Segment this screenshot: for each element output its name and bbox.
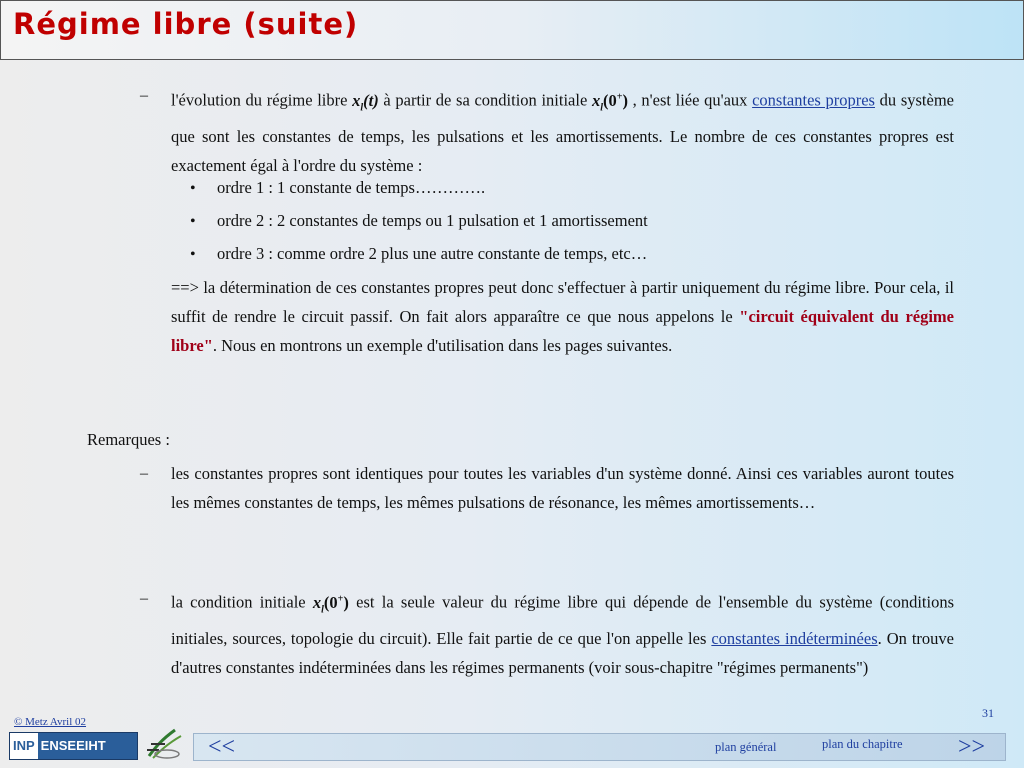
paragraph-constantes-propres xyxy=(171,82,954,180)
page-title: Régime libre (suite) xyxy=(13,7,359,41)
text: la condition initiale xyxy=(171,592,313,612)
text: ==> la détermination de ces constantes propres peut donc s'effectuer à partir uniquement du régime libre. Pour cela, il suffit de rendre le circuit passif. On fait alors apparaître ce que nous appelons le xyxy=(171,278,954,326)
link-constantes-propres[interactable]: constantes propres xyxy=(752,90,875,110)
next-page-button[interactable]: >> xyxy=(958,734,986,760)
logo-inp-text: INP xyxy=(10,733,38,759)
emphasis-circuit-equivalent: "circuit équivalent du régime libre" xyxy=(171,307,954,355)
text: . Nous en montrons un exemple d'utilisation dans les pages suivantes. xyxy=(212,336,673,355)
var-x: x xyxy=(352,90,361,110)
bullet-ordre-2: ordre 2 : 2 constantes de temps ou 1 pulsation et 1 amortissement xyxy=(217,211,648,230)
previous-page-button[interactable]: << xyxy=(208,734,236,760)
var-sup: + xyxy=(337,593,344,604)
paragraph-circuit-equivalent xyxy=(171,273,954,360)
var-sub: l xyxy=(600,101,603,113)
var-sub: l xyxy=(321,603,324,615)
var-close: ) xyxy=(622,90,628,110)
text: , n'est liée qu'aux xyxy=(627,90,753,110)
navigation-bar xyxy=(193,733,1006,761)
bullet-marker: • xyxy=(190,180,196,197)
text: . On trouve d'autres constantes indéterminées dans les régimes permanents (voir sous-chapitre "régimes permanents") xyxy=(171,628,954,677)
text: est la seule valeur du régime libre qui dépende de l'ensemble du système (conditions initiales, sources, topologie du circuit). Elle fait partie de ce que l'on appelle les xyxy=(171,592,954,648)
var-x: x xyxy=(591,90,601,110)
var-sub: l xyxy=(360,101,364,113)
bullet-ordre-1: ordre 1 : 1 constante de temps…………. xyxy=(217,178,486,197)
logo-enseeiht-text: ENSEEIHT xyxy=(40,738,106,753)
bullet-marker: • xyxy=(190,246,196,263)
author-link[interactable]: © Metz Avril 02 xyxy=(14,716,87,728)
page-number: 31 xyxy=(982,706,994,720)
var-x: x xyxy=(312,592,322,612)
plan-chapitre-link[interactable]: plan du chapitre xyxy=(822,737,903,751)
text: du système que sont les constantes de temps, les pulsations et les amortissements. Le nombre de ces constantes propres est exactement égal à l'ordre du système : xyxy=(171,90,954,175)
remarque-1: les constantes propres sont identiques pour toutes les variables d'un système donné. Ainsi ces variables auront toutes les mêmes constantes de temps, les mêmes pulsations de résonance, les mêmes amortissements… xyxy=(171,464,954,512)
bullet-marker: • xyxy=(190,213,196,230)
remarques-heading: Remarques : xyxy=(87,430,170,449)
dash-marker: – xyxy=(140,590,148,607)
var-paren: (t) xyxy=(363,90,379,110)
remarque-2 xyxy=(171,584,954,682)
var-sup: + xyxy=(616,91,623,102)
plan-general-link[interactable]: plan général xyxy=(715,740,777,754)
var-arg: (0 xyxy=(602,90,617,110)
text: l'évolution du régime libre xyxy=(171,90,353,110)
lsee-logo-icon xyxy=(145,726,185,762)
bullet-ordre-3: ordre 3 : comme ordre 2 plus une autre constante de temps, etc… xyxy=(217,244,648,263)
text: à partir de sa condition initiale xyxy=(378,90,592,110)
inp-enseeiht-logo xyxy=(9,732,138,760)
dash-marker: – xyxy=(140,465,148,482)
link-constantes-indeterminees[interactable]: constantes indéterminées xyxy=(711,628,878,648)
var-arg: (0 xyxy=(323,592,338,612)
dash-marker: – xyxy=(140,87,148,104)
var-close: ) xyxy=(343,592,349,612)
